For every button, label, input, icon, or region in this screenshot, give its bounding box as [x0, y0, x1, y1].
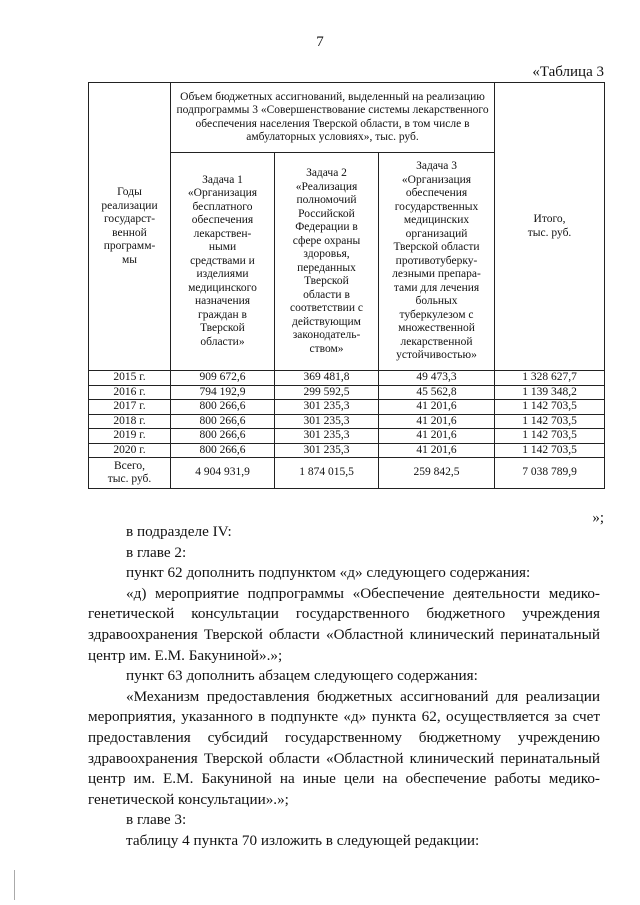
total-cell: 1 142 703,5 — [495, 429, 605, 444]
total-column-header: Итого, тыс. руб. — [495, 83, 605, 371]
paragraph: в главе 3: — [126, 811, 187, 829]
task3-cell: 49 473,3 — [379, 371, 495, 386]
total-cell: 1 328 627,7 — [495, 371, 605, 386]
table-row — [89, 371, 605, 386]
task1-cell: 909 672,6 — [171, 371, 275, 386]
task1-cell: 800 266,6 — [171, 400, 275, 415]
year-cell: 2016 г. — [89, 385, 171, 400]
task3-total-cell: 259 842,5 — [379, 458, 495, 489]
total-cell: 1 139 348,2 — [495, 385, 605, 400]
amendment-text — [88, 522, 600, 852]
task2-total-cell: 1 874 015,5 — [275, 458, 379, 489]
task1-cell: 800 266,6 — [171, 429, 275, 444]
task1-total-cell: 4 904 931,9 — [171, 458, 275, 489]
task1-cell: 800 266,6 — [171, 414, 275, 429]
task1-header: Задача 1 «Организация бесплатного обеспечения лекарствен- ными средствами и изделиями медицинского назначения граждан в Тверской области» — [171, 153, 275, 371]
table-total-row — [89, 458, 605, 489]
table-caption: «Таблица 3 — [532, 64, 604, 80]
task2-cell: 301 235,3 — [275, 400, 379, 415]
total-cell: 1 142 703,5 — [495, 443, 605, 458]
task2-cell: 299 592,5 — [275, 385, 379, 400]
task3-cell: 41 201,6 — [379, 400, 495, 415]
total-label-cell: Всего, тыс. руб. — [89, 458, 171, 489]
paragraph: в подразделе IV: — [126, 523, 232, 540]
task1-cell: 794 192,9 — [171, 385, 275, 400]
year-column-header: Годы реализации государст- венной программ- мы — [89, 83, 171, 371]
task2-cell: 369 481,8 — [275, 371, 379, 386]
year-cell: 2018 г. — [89, 414, 171, 429]
table-closing-mark: »; — [592, 510, 604, 526]
year-cell: 2020 г. — [89, 443, 171, 458]
budget-main-header: Объем бюджетных ассигнований, выделенный на реализацию подпрограммы 3 «Совершенствование системы лекарственного обеспечения населения Тверской области, в том числе в амбулаторных условиях», тыс. руб. — [171, 83, 495, 153]
scan-edge-mark — [14, 870, 15, 900]
table-row — [89, 414, 605, 429]
total-cell: 1 142 703,5 — [495, 400, 605, 415]
task3-cell: 45 562,8 — [379, 385, 495, 400]
page-number: 7 — [316, 34, 324, 50]
paragraph: пункт 63 дополнить абзацем следующего содержания: — [126, 667, 478, 685]
table-row — [89, 400, 605, 415]
table-row — [89, 443, 605, 458]
paragraph: в главе 2: — [126, 543, 187, 561]
budget-table — [88, 82, 605, 489]
grand-total-cell: 7 038 789,9 — [495, 458, 605, 489]
total-cell: 1 142 703,5 — [495, 414, 605, 429]
paragraph: пункт 62 дополнить подпунктом «д» следующего содержания: — [126, 564, 531, 582]
table-row — [89, 385, 605, 400]
year-cell: 2019 г. — [89, 429, 171, 444]
paragraph: «Механизм предоставления бюджетных ассигнований для реализации мероприятия, указанного в подпункте «д» пункта 62, осуществляется за счет предоставления субсидий государственному бюджетному учреждению здравоохранения Тверской области «Областной клинический перинатальный центр им. Е.М. Бакуниной на иные цели на обеспечение работы медико-генетической консультации».»; — [88, 687, 600, 808]
task2-header: Задача 2 «Реализация полномочий Российской Федерации в сфере охраны здоровья, переданных Тверской области в соответствии с действующим законодатель- ством» — [275, 153, 379, 371]
task2-cell: 301 235,3 — [275, 443, 379, 458]
task2-cell: 301 235,3 — [275, 414, 379, 429]
paragraph: таблицу 4 пункта 70 изложить в следующей редакции: — [126, 831, 480, 849]
year-cell: 2015 г. — [89, 371, 171, 386]
task1-cell: 800 266,6 — [171, 443, 275, 458]
task3-cell: 41 201,6 — [379, 429, 495, 444]
task3-cell: 41 201,6 — [379, 443, 495, 458]
paragraph: «д) мероприятие подпрограммы «Обеспечение деятельности медико-генетической консультации государственного бюджетного учреждения здравоохранения Тверской области «Областной клинический перинатальный центр им. Е.М. Бакуниной».»; — [88, 584, 600, 664]
task2-cell: 301 235,3 — [275, 429, 379, 444]
task3-cell: 41 201,6 — [379, 414, 495, 429]
task3-header: Задача 3 «Организация обеспечения государственных медицинских организаций Тверской области противотуберку- лезными препара- тами для лечения больных туберкулезом с множественной лекарственной устойчивостью» — [379, 153, 495, 371]
table-row — [89, 429, 605, 444]
year-cell: 2017 г. — [89, 400, 171, 415]
